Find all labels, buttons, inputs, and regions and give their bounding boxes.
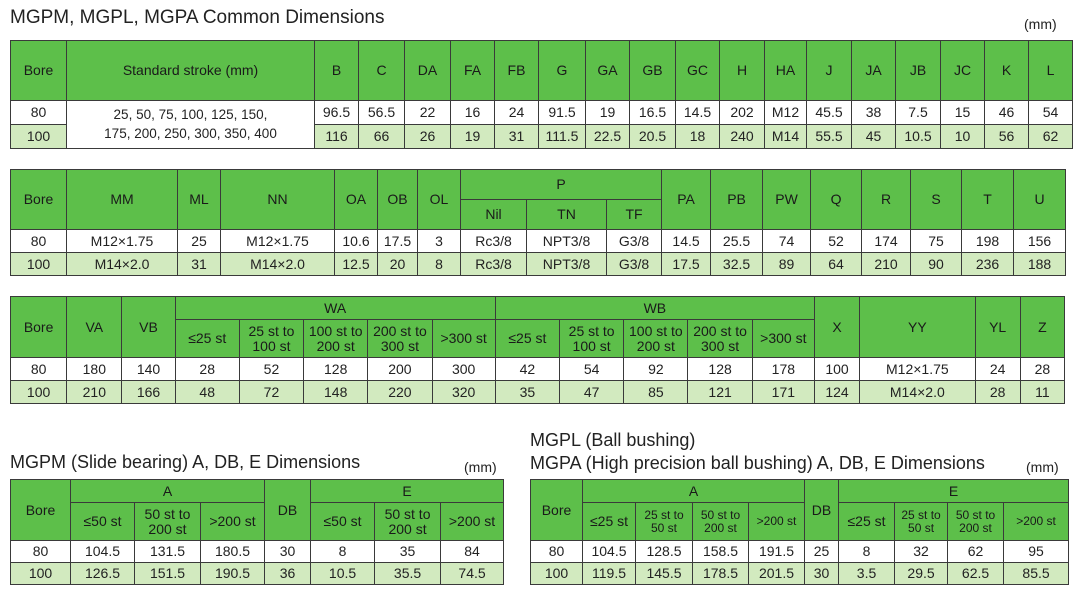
value-cell: 52 bbox=[239, 358, 303, 381]
value-cell: 52 bbox=[811, 230, 862, 253]
stroke-line: 25, 50, 75, 100, 125, 150, bbox=[113, 107, 268, 123]
subheader-cell: ≤25 st bbox=[839, 503, 895, 541]
header-cell: A bbox=[71, 480, 265, 503]
header-cell: PA bbox=[662, 170, 711, 230]
subheader-cell: TF bbox=[607, 200, 662, 230]
value-cell: 131.5 bbox=[135, 541, 201, 563]
subheader-cell: >200 st bbox=[749, 503, 805, 541]
value-cell: 56.5 bbox=[359, 101, 405, 125]
value-cell: 3 bbox=[418, 230, 461, 253]
value-cell: 20.5 bbox=[630, 125, 676, 149]
bore-cell: 80 bbox=[11, 541, 71, 563]
subheader-line: 50 st to bbox=[144, 505, 191, 522]
value-cell: 178 bbox=[752, 358, 814, 381]
value-cell: 45 bbox=[852, 125, 896, 149]
header-cell: NN bbox=[221, 170, 335, 230]
subheader-line: 200 st bbox=[388, 520, 427, 537]
value-cell: NPT3/8 bbox=[527, 230, 607, 253]
subheader-cell bbox=[560, 320, 624, 358]
value-cell: 14.5 bbox=[662, 230, 711, 253]
value-cell: 62.5 bbox=[948, 563, 1004, 585]
value-cell: 30 bbox=[805, 563, 839, 585]
header-cell: G bbox=[539, 41, 586, 101]
header-cell: Bore bbox=[531, 480, 583, 541]
subheader-cell: ≤25 st bbox=[495, 320, 559, 358]
value-cell: 95 bbox=[1004, 541, 1069, 563]
value-cell: 10.6 bbox=[335, 230, 378, 253]
value-cell: 104.5 bbox=[583, 541, 636, 563]
header-cell: T bbox=[962, 170, 1014, 230]
value-cell: 140 bbox=[122, 358, 175, 381]
subheader-line: 50 st to bbox=[384, 505, 431, 522]
subheader-line: 25 st to bbox=[901, 507, 941, 522]
header-cell: OA bbox=[335, 170, 378, 230]
value-cell: 116 bbox=[315, 125, 359, 149]
value-cell: 111.5 bbox=[539, 125, 586, 149]
value-cell: 24 bbox=[975, 358, 1020, 381]
value-cell: 8 bbox=[311, 541, 375, 563]
header-cell: YL bbox=[975, 297, 1020, 358]
value-cell: 11 bbox=[1020, 381, 1064, 404]
value-cell: 12.5 bbox=[335, 253, 378, 276]
common-dimensions-table-2 bbox=[10, 169, 1066, 276]
value-cell: 210 bbox=[862, 253, 911, 276]
subheader-cell: ≤50 st bbox=[311, 503, 375, 541]
subheader-cell: >300 st bbox=[432, 320, 495, 358]
unit-label: (mm) bbox=[464, 459, 497, 475]
header-cell: P bbox=[461, 170, 662, 200]
value-cell: 128 bbox=[304, 358, 368, 381]
value-cell: 8 bbox=[418, 253, 461, 276]
header-cell: PB bbox=[711, 170, 763, 230]
value-cell: 17.5 bbox=[662, 253, 711, 276]
value-cell: 188 bbox=[1014, 253, 1066, 276]
value-cell: 24 bbox=[495, 101, 539, 125]
header-cell: HA bbox=[765, 41, 807, 101]
value-cell: 74 bbox=[763, 230, 811, 253]
value-cell: M12×1.75 bbox=[67, 230, 178, 253]
value-cell: 300 bbox=[432, 358, 495, 381]
value-cell: 104.5 bbox=[71, 541, 135, 563]
header-cell: Bore bbox=[11, 297, 67, 358]
subheader-cell bbox=[693, 503, 749, 541]
value-cell: 18 bbox=[676, 125, 720, 149]
value-cell: 20 bbox=[378, 253, 418, 276]
header-cell: Bore bbox=[11, 480, 71, 541]
value-cell: 158.5 bbox=[693, 541, 749, 563]
subheader-cell bbox=[636, 503, 693, 541]
header-cell: L bbox=[1029, 41, 1073, 101]
value-cell: 28 bbox=[175, 358, 239, 381]
subheader-cell bbox=[239, 320, 303, 358]
subheader-cell bbox=[304, 320, 368, 358]
value-cell: 38 bbox=[852, 101, 896, 125]
subheader-line: 50 st to bbox=[700, 507, 741, 522]
subheader-cell: TN bbox=[527, 200, 607, 230]
header-cell: E bbox=[839, 480, 1069, 503]
mgpm-dimensions-table bbox=[10, 479, 504, 585]
value-cell: 19 bbox=[586, 101, 630, 125]
value-cell: 45.5 bbox=[807, 101, 852, 125]
value-cell: 100 bbox=[814, 358, 859, 381]
value-cell: 3.5 bbox=[839, 563, 895, 585]
value-cell: NPT3/8 bbox=[527, 253, 607, 276]
subheader-cell: ≤25 st bbox=[175, 320, 239, 358]
value-cell: 89 bbox=[763, 253, 811, 276]
bore-cell: 100 bbox=[531, 563, 583, 585]
value-cell: 320 bbox=[432, 381, 495, 404]
subheader-cell: >300 st bbox=[752, 320, 814, 358]
value-cell: 75 bbox=[911, 230, 962, 253]
header-cell: MM bbox=[67, 170, 178, 230]
value-cell: 16.5 bbox=[630, 101, 676, 125]
value-cell: 124 bbox=[814, 381, 859, 404]
bore-cell: 100 bbox=[11, 563, 71, 585]
value-cell: 178.5 bbox=[693, 563, 749, 585]
subheader-line: 200 st to bbox=[693, 322, 747, 339]
value-cell: 190.5 bbox=[201, 563, 265, 585]
bore-cell: 100 bbox=[11, 253, 67, 276]
value-cell: 96.5 bbox=[315, 101, 359, 125]
value-cell: G3/8 bbox=[607, 230, 662, 253]
mgpl-mgpa-dimensions-table bbox=[530, 479, 1069, 585]
value-cell: Rc3/8 bbox=[461, 253, 527, 276]
value-cell: 119.5 bbox=[583, 563, 636, 585]
section-title: MGPA (High precision ball bushing) A, DB, E Dimensions bbox=[530, 453, 985, 473]
subheader-line: 25 st to bbox=[644, 507, 684, 522]
unit-label: (mm) bbox=[1024, 16, 1057, 32]
subheader-cell bbox=[368, 320, 432, 358]
value-cell: 54 bbox=[560, 358, 624, 381]
header-cell: ML bbox=[178, 170, 221, 230]
value-cell: 31 bbox=[495, 125, 539, 149]
subheader-line: 50 st bbox=[650, 520, 677, 535]
value-cell: 74.5 bbox=[441, 563, 504, 585]
header-cell: Standard stroke (mm) bbox=[67, 41, 315, 101]
value-cell: 55.5 bbox=[807, 125, 852, 149]
value-cell: M14×2.0 bbox=[221, 253, 335, 276]
header-cell: B bbox=[315, 41, 359, 101]
subheader-line: 25 st to bbox=[568, 322, 615, 339]
value-cell: 145.5 bbox=[636, 563, 693, 585]
subheader-line: 200 st to bbox=[373, 322, 427, 339]
stroke-line: 175, 200, 250, 300, 350, 400 bbox=[104, 125, 277, 141]
header-cell: X bbox=[814, 297, 859, 358]
subheader-line: 200 st bbox=[959, 520, 992, 535]
value-cell: 29.5 bbox=[895, 563, 948, 585]
subheader-line: 200 st bbox=[316, 337, 355, 354]
value-cell: 56 bbox=[985, 125, 1029, 149]
value-cell: 62 bbox=[1029, 125, 1073, 149]
header-cell: JC bbox=[941, 41, 985, 101]
header-cell: H bbox=[720, 41, 765, 101]
bore-cell: 80 bbox=[531, 541, 583, 563]
value-cell: 47 bbox=[560, 381, 624, 404]
subheader-line: 100 st to bbox=[629, 322, 683, 339]
value-cell: 22 bbox=[405, 101, 451, 125]
value-cell: 240 bbox=[720, 125, 765, 149]
value-cell: 17.5 bbox=[378, 230, 418, 253]
header-cell: YY bbox=[860, 297, 975, 358]
subheader-cell bbox=[688, 320, 752, 358]
subheader-cell bbox=[895, 503, 948, 541]
value-cell: M14 bbox=[765, 125, 807, 149]
bore-cell: 80 bbox=[11, 230, 67, 253]
subheader-cell: >200 st bbox=[441, 503, 504, 541]
header-cell: GA bbox=[586, 41, 630, 101]
subheader-line: 100 st bbox=[572, 337, 611, 354]
value-cell: 31 bbox=[178, 253, 221, 276]
header-cell: J bbox=[807, 41, 852, 101]
value-cell: 25 bbox=[805, 541, 839, 563]
subheader-cell: Nil bbox=[461, 200, 527, 230]
header-cell: PW bbox=[763, 170, 811, 230]
header-cell: JB bbox=[896, 41, 941, 101]
header-cell: VB bbox=[122, 297, 175, 358]
value-cell: 32.5 bbox=[711, 253, 763, 276]
bore-cell: 100 bbox=[11, 125, 67, 149]
value-cell: 121 bbox=[688, 381, 752, 404]
page-title: MGPM, MGPL, MGPA Common Dimensions bbox=[10, 7, 385, 28]
value-cell: 46 bbox=[985, 101, 1029, 125]
value-cell: 202 bbox=[720, 101, 765, 125]
value-cell: 19 bbox=[451, 125, 495, 149]
header-cell: WA bbox=[175, 297, 495, 320]
value-cell: 16 bbox=[451, 101, 495, 125]
value-cell: 35 bbox=[375, 541, 441, 563]
value-cell: 32 bbox=[895, 541, 948, 563]
subheader-line: 300 st bbox=[701, 337, 740, 354]
value-cell: 35 bbox=[495, 381, 559, 404]
value-cell: 151.5 bbox=[135, 563, 201, 585]
value-cell: M12×1.75 bbox=[221, 230, 335, 253]
value-cell: 25 bbox=[178, 230, 221, 253]
value-cell: 210 bbox=[67, 381, 122, 404]
value-cell: 174 bbox=[862, 230, 911, 253]
header-cell: GB bbox=[630, 41, 676, 101]
subheader-cell bbox=[135, 503, 201, 541]
subheader-cell bbox=[624, 320, 688, 358]
subheader-cell: ≤25 st bbox=[583, 503, 636, 541]
header-cell: GC bbox=[676, 41, 720, 101]
value-cell: 62 bbox=[948, 541, 1004, 563]
header-cell: OL bbox=[418, 170, 461, 230]
header-cell: DB bbox=[265, 480, 311, 541]
value-cell: 35.5 bbox=[375, 563, 441, 585]
section-title: MGPL (Ball bushing) bbox=[530, 430, 696, 450]
header-cell: DB bbox=[805, 480, 839, 541]
subheader-cell bbox=[948, 503, 1004, 541]
subheader-cell: >200 st bbox=[201, 503, 265, 541]
value-cell: 220 bbox=[368, 381, 432, 404]
subheader-cell: ≤50 st bbox=[71, 503, 135, 541]
value-cell: 10.5 bbox=[896, 125, 941, 149]
subheader-line: 50 st bbox=[908, 520, 935, 535]
value-cell: 28 bbox=[1020, 358, 1064, 381]
value-cell: 15 bbox=[941, 101, 985, 125]
bore-cell: 100 bbox=[11, 381, 67, 404]
subheader-line: 200 st bbox=[148, 520, 187, 537]
value-cell: 10 bbox=[941, 125, 985, 149]
value-cell: M12 bbox=[765, 101, 807, 125]
subheader-line: 100 st bbox=[252, 337, 291, 354]
value-cell: 72 bbox=[239, 381, 303, 404]
value-cell: 180 bbox=[67, 358, 122, 381]
header-cell: A bbox=[583, 480, 805, 503]
value-cell: 7.5 bbox=[896, 101, 941, 125]
value-cell: 191.5 bbox=[749, 541, 805, 563]
value-cell: M14×2.0 bbox=[860, 381, 975, 404]
value-cell: G3/8 bbox=[607, 253, 662, 276]
header-cell: Bore bbox=[11, 170, 67, 230]
header-cell: FB bbox=[495, 41, 539, 101]
value-cell: 236 bbox=[962, 253, 1014, 276]
value-cell: 84 bbox=[441, 541, 504, 563]
value-cell: 148 bbox=[304, 381, 368, 404]
header-cell: K bbox=[985, 41, 1029, 101]
value-cell: 30 bbox=[265, 541, 311, 563]
value-cell: 128.5 bbox=[636, 541, 693, 563]
subheader-line: 300 st bbox=[380, 337, 419, 354]
subheader-cell: >200 st bbox=[1004, 503, 1069, 541]
value-cell: 22.5 bbox=[586, 125, 630, 149]
value-cell: M14×2.0 bbox=[67, 253, 178, 276]
bore-cell: 80 bbox=[11, 101, 67, 125]
value-cell: 48 bbox=[175, 381, 239, 404]
standard-stroke-cell bbox=[67, 101, 315, 149]
common-dimensions-table-1 bbox=[10, 40, 1073, 149]
subheader-line: 200 st bbox=[636, 337, 675, 354]
section-title: MGPM (Slide bearing) A, DB, E Dimensions bbox=[10, 452, 361, 472]
value-cell: 42 bbox=[495, 358, 559, 381]
header-cell: S bbox=[911, 170, 962, 230]
header-cell: WB bbox=[495, 297, 814, 320]
value-cell: 14.5 bbox=[676, 101, 720, 125]
value-cell: 92 bbox=[624, 358, 688, 381]
header-cell: U bbox=[1014, 170, 1066, 230]
value-cell: 126.5 bbox=[71, 563, 135, 585]
value-cell: 28 bbox=[975, 381, 1020, 404]
value-cell: 85.5 bbox=[1004, 563, 1069, 585]
value-cell: 166 bbox=[122, 381, 175, 404]
bore-cell: 80 bbox=[11, 358, 67, 381]
subheader-line: 50 st to bbox=[955, 507, 996, 522]
value-cell: Rc3/8 bbox=[461, 230, 527, 253]
subheader-line: 25 st to bbox=[248, 322, 295, 339]
value-cell: 66 bbox=[359, 125, 405, 149]
value-cell: 201.5 bbox=[749, 563, 805, 585]
value-cell: 91.5 bbox=[539, 101, 586, 125]
value-cell: 26 bbox=[405, 125, 451, 149]
value-cell: 10.5 bbox=[311, 563, 375, 585]
value-cell: 156 bbox=[1014, 230, 1066, 253]
value-cell: 64 bbox=[811, 253, 862, 276]
subheader-line: 200 st bbox=[704, 520, 737, 535]
value-cell: 90 bbox=[911, 253, 962, 276]
subheader-line: 100 st to bbox=[308, 322, 363, 339]
header-cell: E bbox=[311, 480, 504, 503]
value-cell: 54 bbox=[1029, 101, 1073, 125]
subheader-cell bbox=[375, 503, 441, 541]
unit-label: (mm) bbox=[1026, 459, 1059, 475]
header-cell: VA bbox=[67, 297, 122, 358]
header-cell: DA bbox=[405, 41, 451, 101]
common-dimensions-table-3 bbox=[10, 296, 1065, 404]
value-cell: 128 bbox=[688, 358, 752, 381]
value-cell: 198 bbox=[962, 230, 1014, 253]
header-cell: Z bbox=[1020, 297, 1064, 358]
header-cell: FA bbox=[451, 41, 495, 101]
value-cell: 200 bbox=[368, 358, 432, 381]
header-cell: OB bbox=[378, 170, 418, 230]
header-cell: C bbox=[359, 41, 405, 101]
header-cell: Bore bbox=[11, 41, 67, 101]
value-cell: 25.5 bbox=[711, 230, 763, 253]
header-cell: JA bbox=[852, 41, 896, 101]
header-cell: R bbox=[862, 170, 911, 230]
value-cell: M12×1.75 bbox=[860, 358, 975, 381]
value-cell: 85 bbox=[624, 381, 688, 404]
value-cell: 8 bbox=[839, 541, 895, 563]
header-cell: Q bbox=[811, 170, 862, 230]
value-cell: 171 bbox=[752, 381, 814, 404]
value-cell: 180.5 bbox=[201, 541, 265, 563]
value-cell: 36 bbox=[265, 563, 311, 585]
